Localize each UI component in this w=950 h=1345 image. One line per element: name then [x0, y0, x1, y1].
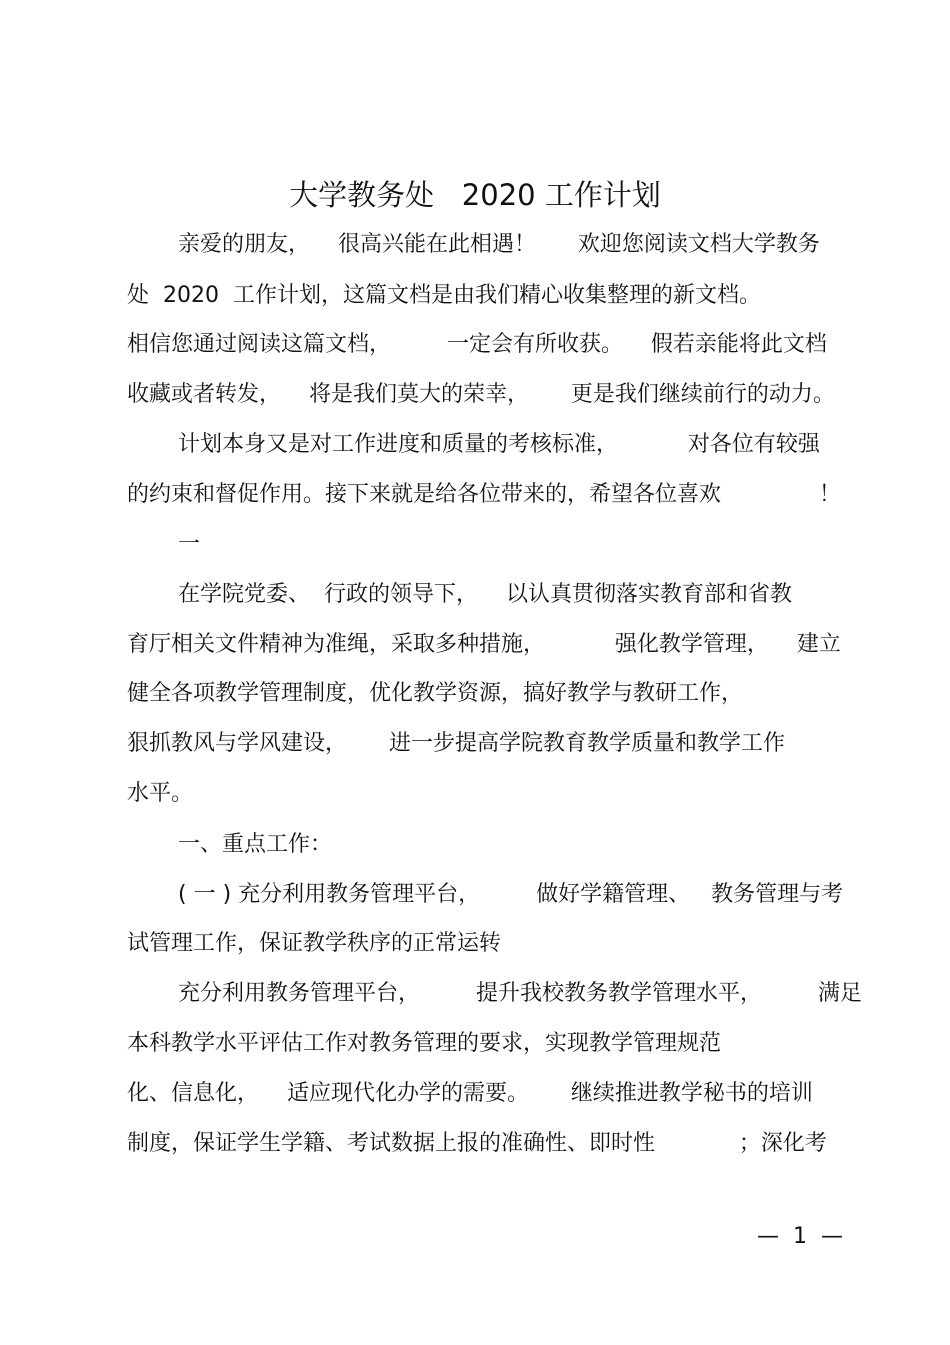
- body-line: 的约束和督促作用。接下来就是给各位带来的，希望各位喜欢 ！: [127, 482, 841, 507]
- body-line: 健全各项教学管理制度，优化教学资源，搞好教学与教研工作，: [127, 681, 744, 706]
- document-title: 大学教务处 2020 工作计划: [289, 178, 661, 212]
- body-line: 在学院党委、 行政的领导下， 以认真贯彻落实教育部和省教: [178, 582, 792, 607]
- section-marker: 一: [178, 532, 201, 557]
- body-line: 化、信息化， 适应现代化办学的需要。 继续推进教学秘书的培训: [127, 1081, 813, 1106]
- subsection-heading: 试管理工作，保证教学秩序的正常运转: [127, 931, 502, 956]
- page-number: — 1 —: [757, 1224, 843, 1249]
- body-line: 充分利用教务管理平台， 提升我校教务教学管理水平， 满足: [178, 981, 862, 1006]
- body-line: 计划本身又是对工作进度和质量的考核标准， 对各位有较强: [178, 432, 820, 457]
- section-heading: 一、重点工作：: [178, 832, 333, 857]
- body-line: 本科教学水平评估工作对教务管理的要求，实现教学管理规范: [127, 1031, 722, 1056]
- body-line: 收藏或者转发， 将是我们莫大的荣幸， 更是我们继续前行的动力。: [127, 382, 835, 407]
- subsection-heading: ( 一 ) 充分利用教务管理平台， 做好学籍管理、 教务管理与考: [178, 882, 844, 907]
- body-line: 制度，保证学生学籍、考试数据上报的准确性、即时性 ；深化考: [127, 1131, 827, 1156]
- body-line: 处 2020 工作计划，这篇文档是由我们精心收集整理的新文档。: [127, 283, 761, 308]
- body-line: 相信您通过阅读这篇文档， 一定会有所收获。 假若亲能将此文档: [127, 332, 827, 357]
- body-line: 狠抓教风与学风建设， 进一步提高学院教育教学质量和教学工作: [127, 731, 785, 756]
- body-line: 水平。: [127, 781, 194, 806]
- body-line: 育厅相关文件精神为准绳，采取多种措施， 强化教学管理， 建立: [127, 632, 841, 657]
- body-line: 亲爱的朋友， 很高兴能在此相遇！ 欢迎您阅读文档大学教务: [178, 232, 820, 257]
